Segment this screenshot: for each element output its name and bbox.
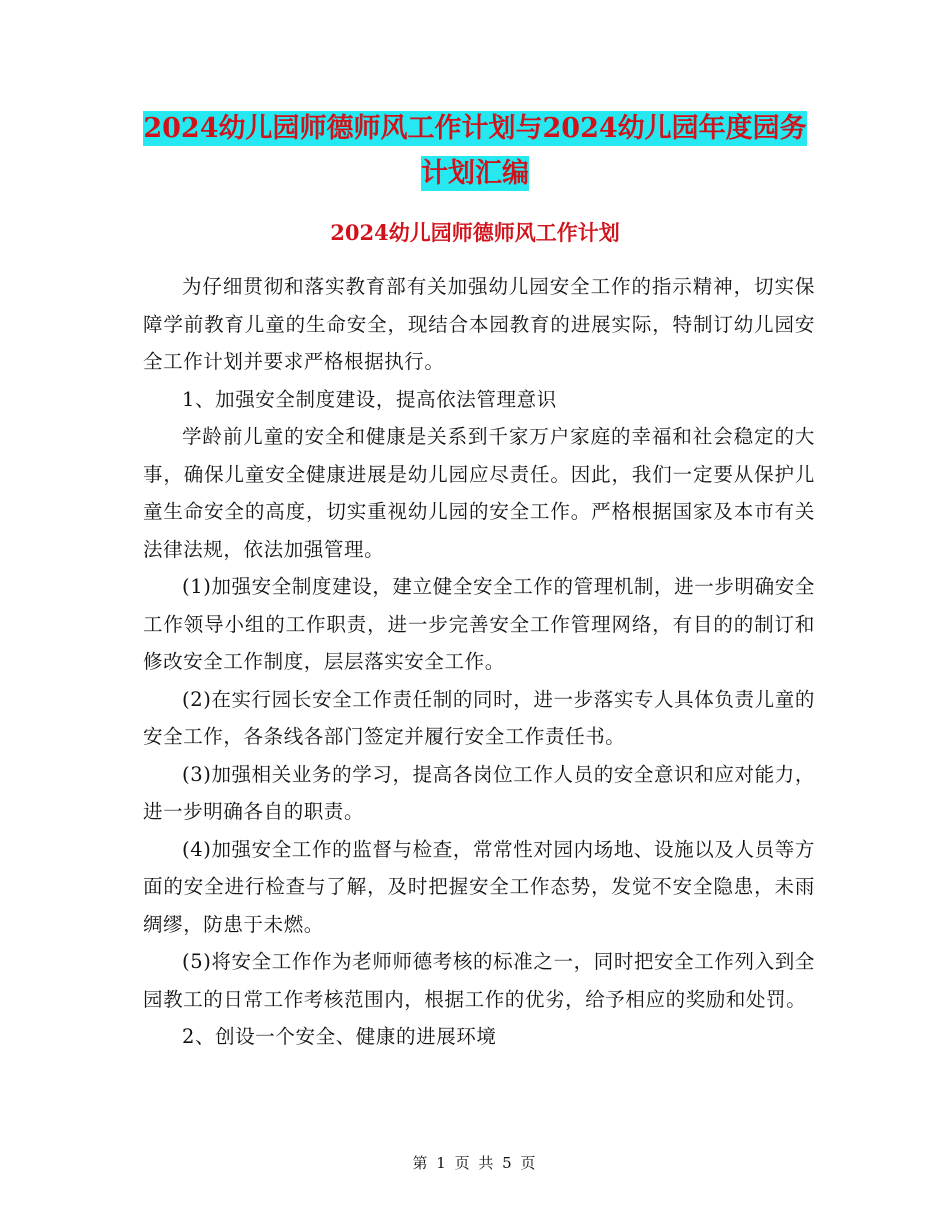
list-item: (4)加强安全工作的监督与检查，常常性对园内场地、设施以及人员等方面的安全进行检查与了解，及时把握安全工作态势，发觉不安全隐患，未雨绸缪，防患于未燃。: [143, 837, 815, 936]
document-body: [143, 268, 815, 1056]
document-title: [0, 106, 950, 196]
list-item: (5)将安全工作作为老师师德考核的标准之一，同时把安全工作列入到全园教工的日常工作考核范围内，根据工作的优劣，给予相应的奖励和处罚。: [143, 950, 815, 1011]
paragraph-intro: 为仔细贯彻和落实教育部有关加强幼儿园安全工作的指示精神，切实保障学前教育儿童的生命安全，现结合本园教育的进展实际，特制订幼儿园安全工作计划并要求严格根据执行。: [143, 275, 815, 373]
paragraph: 学龄前儿童的安全和健康是关系到千家万户家庭的幸福和社会稳定的大事，确保儿童安全健康进展是幼儿园应尽责任。因此，我们一定要从保护儿童生命安全的高度，切实重视幼儿园的安全工作。严格根据国家及本市有关法律法规，依法加强管理。: [143, 425, 815, 561]
document-title-line-1: 2024幼儿园师德师风工作计划与2024幼儿园年度园务: [143, 113, 807, 144]
section-title: 2024幼儿园师德师风工作计划: [330, 220, 620, 245]
list-item: (3)加强相关业务的学习，提高各岗位工作人员的安全意识和应对能力，进一步明确各自的职责。: [143, 762, 815, 823]
document-title-line-2: 计划汇编: [421, 158, 529, 189]
page-footer: 第 1 页 共 5 页: [412, 1154, 538, 1172]
list-item: (2)在实行园长安全工作责任制的同时，进一步落实专人具体负责儿童的安全工作，各条线各部门签定并履行安全工作责任书。: [143, 687, 815, 748]
heading-1: 1、加强安全制度建设，提高依法管理意识: [182, 387, 557, 411]
heading-2: 2、创设一个安全、健康的进展环境: [182, 1025, 497, 1048]
list-item: (1)加强安全制度建设，建立健全安全工作的管理机制，进一步明确安全工作领导小组的工作职责，进一步完善安全工作管理网络，有目的的制订和修改安全工作制度，层层落实安全工作。: [143, 575, 815, 673]
